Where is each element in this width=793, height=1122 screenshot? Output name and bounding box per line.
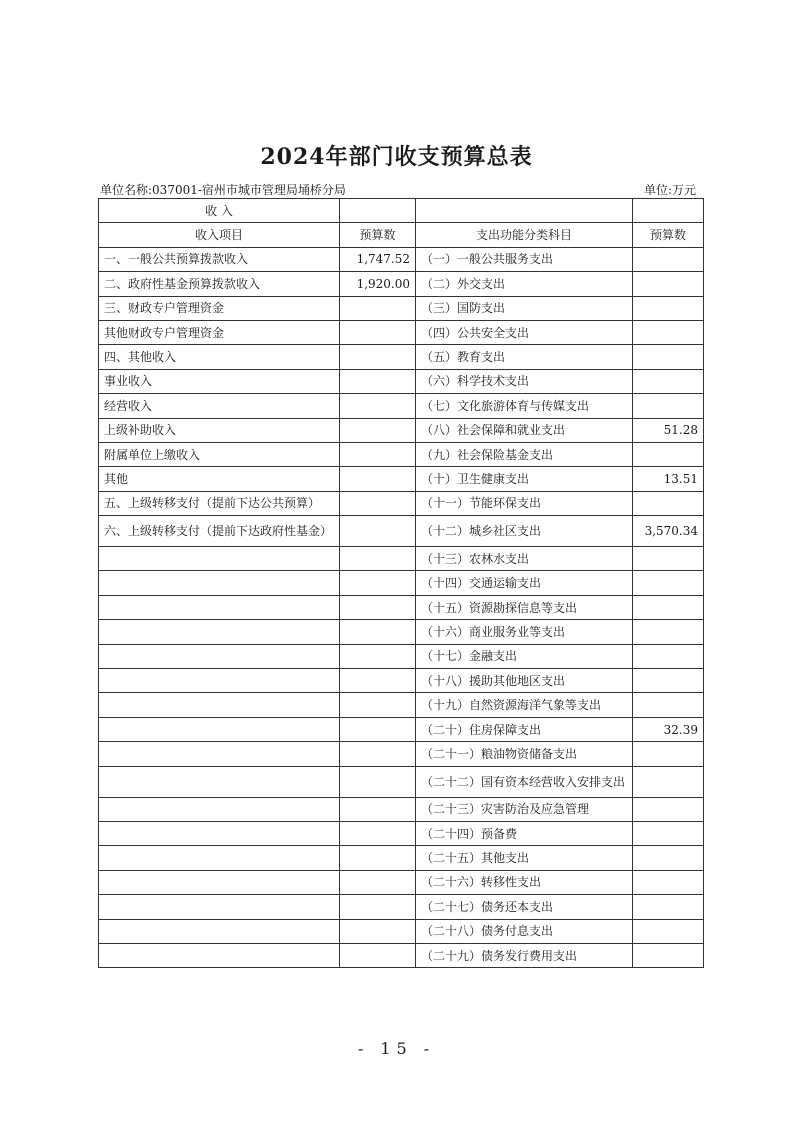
income-item-cell [99, 919, 340, 943]
income-item-cell [99, 717, 340, 741]
expense-item-cell: （十四）交通运输支出 [416, 571, 633, 595]
expense-item-cell: （五）教育支出 [416, 345, 633, 369]
expense-amount-cell [633, 846, 704, 870]
expense-item-cell: （十三）农林水支出 [416, 547, 633, 571]
expense-amount-cell [633, 669, 704, 693]
expense-amount-cell [633, 693, 704, 717]
expense-item-cell: （十六）商业服务业等支出 [416, 620, 633, 644]
expense-amount-cell [633, 369, 704, 393]
expense-amount-cell [633, 547, 704, 571]
expense-amount-cell [633, 895, 704, 919]
expense-item-cell: （二十二）国有资本经营收入安排支出 [416, 766, 633, 797]
income-amount-cell: 1,747.52 [340, 247, 416, 271]
income-item-cell: 五、上级转移支付（提前下达公共预算） [99, 491, 340, 515]
currency-unit: 单位:万元 [643, 183, 696, 197]
income-amount-header: 预算数 [340, 223, 416, 247]
table-row [99, 369, 704, 393]
expense-item-cell: （二十三）灾害防治及应急管理 [416, 797, 633, 821]
income-item-cell [99, 870, 340, 894]
income-group-header: 收 入 [99, 199, 340, 223]
income-item-cell: 附属单位上缴收入 [99, 442, 340, 466]
expense-item-cell: （二十一）粮油物资储备支出 [416, 742, 633, 766]
expense-amount-cell [633, 620, 704, 644]
expense-amount-cell [633, 595, 704, 619]
table-row [99, 442, 704, 466]
expense-amount-cell [633, 870, 704, 894]
income-item-cell [99, 821, 340, 845]
expense-amount-cell [633, 394, 704, 418]
income-item-header: 收入项目 [99, 223, 340, 247]
income-amount-cell [340, 870, 416, 894]
income-amount-cell [340, 821, 416, 845]
header-row-columns [99, 223, 704, 247]
expense-item-cell: （二）外交支出 [416, 272, 633, 296]
income-amount-cell [340, 345, 416, 369]
expense-item-cell: （十八）援助其他地区支出 [416, 669, 633, 693]
table-row [99, 620, 704, 644]
income-item-cell [99, 797, 340, 821]
page-title: 2024年部门收支预算总表 [260, 144, 533, 170]
header-blank [416, 199, 633, 223]
table-row [99, 693, 704, 717]
expense-item-cell: （十五）资源勘探信息等支出 [416, 595, 633, 619]
income-item-cell [99, 895, 340, 919]
table-row [99, 595, 704, 619]
expense-item-cell: （二十七）债务还本支出 [416, 895, 633, 919]
expense-amount-cell [633, 766, 704, 797]
income-amount-cell [340, 394, 416, 418]
income-item-cell [99, 766, 340, 797]
income-amount-cell [340, 369, 416, 393]
header-blank [633, 199, 704, 223]
expense-amount-cell [633, 797, 704, 821]
table-row [99, 571, 704, 595]
expense-item-cell: （二十五）其他支出 [416, 846, 633, 870]
income-item-cell [99, 620, 340, 644]
expense-amount-cell [633, 442, 704, 466]
income-item-cell [99, 644, 340, 668]
income-item-cell: 三、财政专户管理资金 [99, 296, 340, 320]
expense-amount-cell: 3,570.34 [633, 516, 704, 547]
table-row [99, 742, 704, 766]
expense-amount-cell [633, 821, 704, 845]
expense-item-cell: （九）社会保险基金支出 [416, 442, 633, 466]
expense-item-cell: （二十四）预备费 [416, 821, 633, 845]
header-row-group [99, 199, 704, 223]
income-item-cell [99, 547, 340, 571]
table-row [99, 516, 704, 547]
income-amount-cell [340, 895, 416, 919]
expense-amount-cell [633, 742, 704, 766]
expense-item-cell: （四）公共安全支出 [416, 320, 633, 344]
expense-amount-cell: 13.51 [633, 467, 704, 491]
income-amount-cell [340, 320, 416, 344]
income-amount-cell [340, 742, 416, 766]
income-amount-cell [340, 669, 416, 693]
income-amount-cell [340, 693, 416, 717]
expense-item-cell: （六）科学技术支出 [416, 369, 633, 393]
expense-item-cell: （八）社会保障和就业支出 [416, 418, 633, 442]
table-row [99, 345, 704, 369]
expense-item-cell: （七）文化旅游体育与传媒支出 [416, 394, 633, 418]
expense-item-cell: （十二）城乡社区支出 [416, 516, 633, 547]
expense-amount-cell [633, 296, 704, 320]
expense-item-cell: （二十九）债务发行费用支出 [416, 943, 633, 967]
income-item-cell [99, 846, 340, 870]
expense-item-cell: （二十八）债务付息支出 [416, 919, 633, 943]
expense-amount-cell: 51.28 [633, 418, 704, 442]
income-item-cell: 经营收入 [99, 394, 340, 418]
page-number: - 15 - [357, 1039, 436, 1058]
income-amount-cell [340, 467, 416, 491]
income-item-cell [99, 669, 340, 693]
income-amount-cell [340, 620, 416, 644]
income-item-cell: 四、其他收入 [99, 345, 340, 369]
table-row [99, 644, 704, 668]
expense-amount-header: 预算数 [633, 223, 704, 247]
income-item-cell [99, 742, 340, 766]
income-amount-cell [340, 491, 416, 515]
expense-amount-cell [633, 943, 704, 967]
income-item-cell [99, 693, 340, 717]
expense-amount-cell [633, 345, 704, 369]
table-row [99, 895, 704, 919]
expense-amount-cell: 32.39 [633, 717, 704, 741]
income-amount-cell [340, 797, 416, 821]
expense-item-cell: （十）卫生健康支出 [416, 467, 633, 491]
expense-amount-cell [633, 644, 704, 668]
table-row [99, 394, 704, 418]
table-row [99, 766, 704, 797]
table-row [99, 296, 704, 320]
income-amount-cell: 1,920.00 [340, 272, 416, 296]
table-row [99, 943, 704, 967]
expense-item-cell: （二十）住房保障支出 [416, 717, 633, 741]
income-amount-cell [340, 766, 416, 797]
income-item-cell: 二、政府性基金预算拨款收入 [99, 272, 340, 296]
table-row [99, 846, 704, 870]
income-item-cell [99, 595, 340, 619]
income-item-cell [99, 943, 340, 967]
expense-item-cell: （十九）自然资源海洋气象等支出 [416, 693, 633, 717]
table-row [99, 247, 704, 271]
expense-item-cell: （十七）金融支出 [416, 644, 633, 668]
expense-amount-cell [633, 320, 704, 344]
income-amount-cell [340, 296, 416, 320]
income-amount-cell [340, 595, 416, 619]
income-amount-cell [340, 943, 416, 967]
table-row [99, 669, 704, 693]
expense-item-cell: （十一）节能环保支出 [416, 491, 633, 515]
expense-amount-cell [633, 247, 704, 271]
table-row [99, 320, 704, 344]
expense-item-cell: （二十六）转移性支出 [416, 870, 633, 894]
income-item-cell [99, 571, 340, 595]
table-row [99, 272, 704, 296]
income-item-cell: 六、上级转移支付（提前下达政府性基金） [99, 516, 340, 547]
income-amount-cell [340, 571, 416, 595]
expense-item-cell: （三）国防支出 [416, 296, 633, 320]
income-item-cell: 事业收入 [99, 369, 340, 393]
expense-amount-cell [633, 919, 704, 943]
income-amount-cell [340, 442, 416, 466]
table-row [99, 467, 704, 491]
expense-amount-cell [633, 491, 704, 515]
table-row [99, 547, 704, 571]
table-row [99, 797, 704, 821]
table-row [99, 821, 704, 845]
unit-name: 单位名称:037001-宿州市城市管理局埇桥分局 [100, 183, 346, 197]
table-row [99, 919, 704, 943]
income-amount-cell [340, 516, 416, 547]
header-blank [340, 199, 416, 223]
income-item-cell: 其他财政专户管理资金 [99, 320, 340, 344]
table-row [99, 491, 704, 515]
income-item-cell: 上级补助收入 [99, 418, 340, 442]
income-amount-cell [340, 418, 416, 442]
table-row [99, 870, 704, 894]
income-amount-cell [340, 717, 416, 741]
expense-item-header: 支出功能分类科目 [416, 223, 633, 247]
table-row [99, 717, 704, 741]
expense-amount-cell [633, 272, 704, 296]
expense-amount-cell [633, 571, 704, 595]
income-amount-cell [340, 547, 416, 571]
income-amount-cell [340, 919, 416, 943]
income-item-cell: 一、一般公共预算拨款收入 [99, 247, 340, 271]
table-row [99, 418, 704, 442]
budget-table [98, 198, 704, 968]
income-item-cell: 其他 [99, 467, 340, 491]
income-amount-cell [340, 846, 416, 870]
expense-item-cell: （一）一般公共服务支出 [416, 247, 633, 271]
income-amount-cell [340, 644, 416, 668]
